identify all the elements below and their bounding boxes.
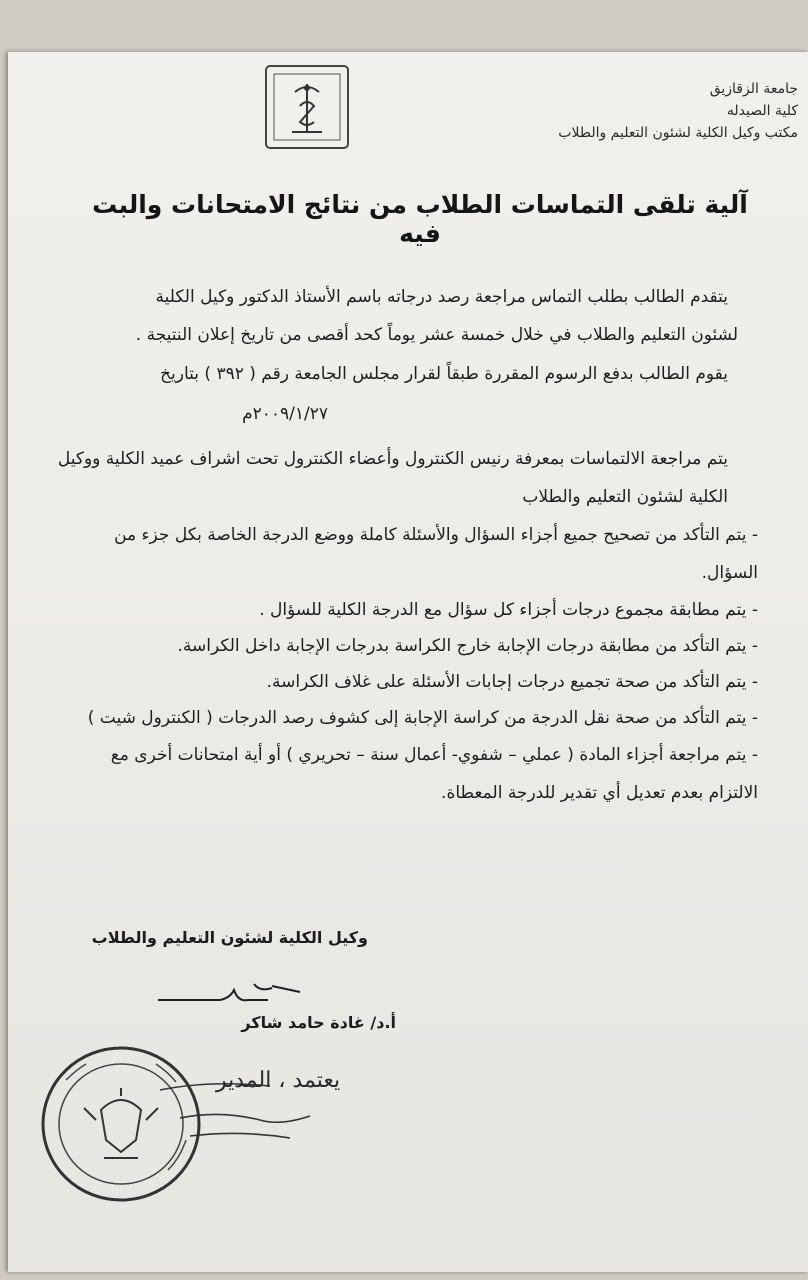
procedure-item — [38, 278, 758, 354]
procedure-item — [38, 700, 758, 736]
item-line: - يتم التأكد من تصحيح جميع أجزاء السؤال والأسئلة كاملة ووضع الدرجة الخاصة بكل جزء من — [114, 525, 758, 545]
procedure-item — [38, 628, 758, 664]
item-line: الكلية لشئون التعليم والطلاب — [522, 487, 728, 507]
item-line: - يتم التأكد من مطابقة درجات الإجابة خارج الكراسة بدرجات الإجابة داخل الكراسة. — [177, 636, 758, 656]
letterhead — [498, 78, 798, 144]
item-line: - يتم مراجعة أجزاء المادة ( عملي – شفوي- أعمال سنة – تحريري ) أو أية امتحانات أخرى مع — [110, 745, 758, 765]
procedure-item — [38, 440, 758, 516]
faculty-logo — [262, 62, 352, 152]
item-line: - يتم التأكد من صحة نقل الدرجة من كراسة الإجابة إلى كشوف رصد الدرجات ( الكنترول شيت ) — [87, 708, 758, 728]
faculty-name: كلية الصيدله — [726, 103, 798, 119]
procedure-item — [38, 354, 758, 434]
document-title: آلية تلقى التماسات الطلاب من نتائج الامتحانات والبت فيه — [92, 190, 748, 248]
procedure-list — [38, 278, 758, 812]
university-name: جامعة الزقازيق — [709, 81, 798, 97]
signature-scribble — [150, 972, 310, 1012]
procedure-item — [38, 592, 758, 628]
item-line: الالتزام بعدم تعديل أي تقدير للدرجة المعطاة. — [441, 783, 758, 803]
approval-handwriting: يعتمد ، المدير — [216, 1068, 341, 1093]
procedure-item — [38, 664, 758, 700]
signatory-name: أ.د/ غادة حامد شاكر — [241, 1013, 396, 1032]
item-line: - يتم مطابقة مجموع درجات أجزاء كل سؤال مع الدرجة الكلية للسؤال . — [259, 600, 758, 620]
item-line: - يتم التأكد من صحة تجميع درجات إجابات الأسئلة على غلاف الكراسة. — [266, 672, 758, 692]
procedure-item — [38, 736, 758, 812]
item-line: ٢٠٠٩/١/٢٧م — [242, 404, 328, 424]
item-line: لشئون التعليم والطلاب في خلال خمسة عشر يوماً كحد أقصى من تاريخ إعلان النتيجة . — [135, 325, 738, 345]
office-name: مكتب وكيل الكلية لشئون التعليم والطلاب — [558, 125, 798, 141]
item-line: يقوم الطالب بدفع الرسوم المقررة طبقاً لقرار مجلس الجامعة رقم ( ٣٩٢ ) بتاريخ — [160, 364, 728, 384]
item-line: يتقدم الطالب بطلب التماس مراجعة رصد درجاته باسم الأستاذ الدكتور وكيل الكلية — [155, 287, 728, 307]
procedure-item — [38, 516, 758, 592]
signatory-role: وكيل الكلية لشئون التعليم والطلاب — [91, 928, 368, 947]
item-line: السؤال. — [701, 563, 758, 583]
item-line: يتم مراجعة الالتماسات بمعرفة رنيس الكنترول وأعضاء الكنترول تحت اشراف عميد الكلية ووكيل — [57, 449, 728, 469]
